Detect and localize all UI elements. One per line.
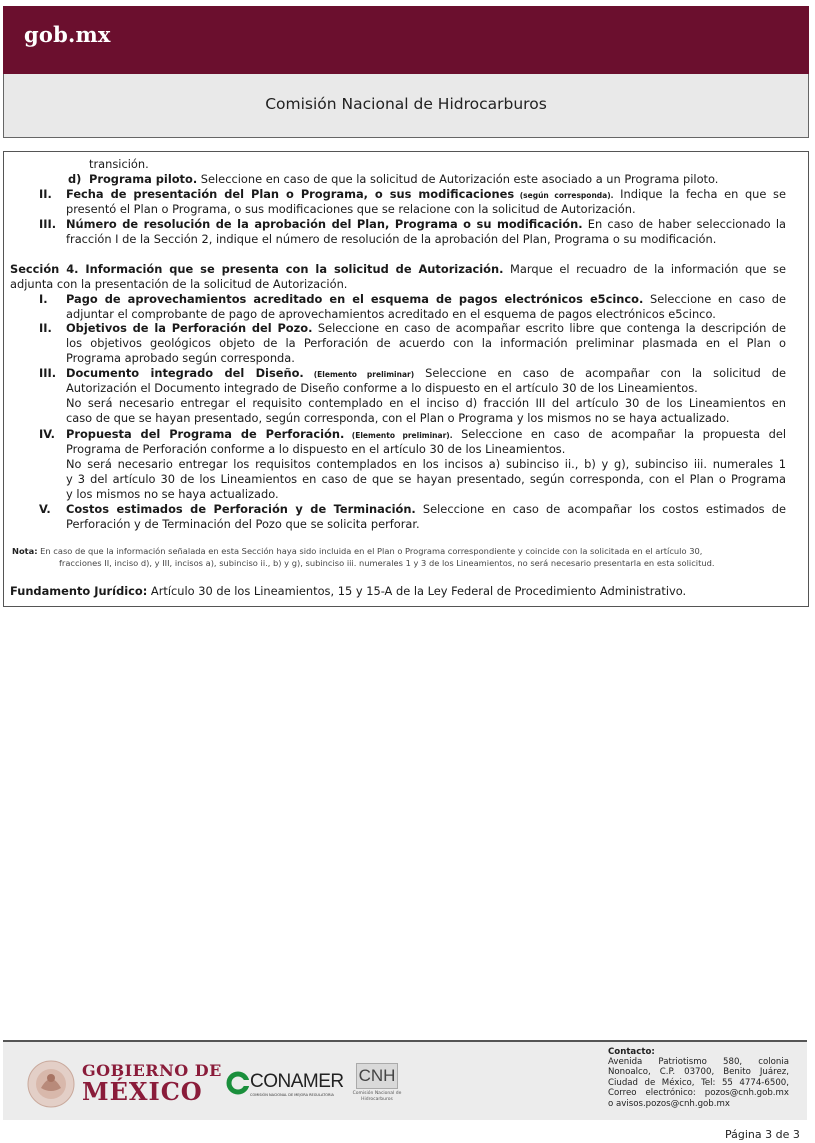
contact-block — [608, 1057, 789, 1109]
s4-IV-line5: y los mismos no se haya actualizado. — [66, 487, 279, 501]
contact-line: Nonoalco, C.P. 03700, Benito Juárez, — [608, 1067, 789, 1078]
s4-II-line1: Objetivos de la Perforación del Pozo. Seleccione en caso de acompañar escrito libre que contenga la descripción de — [66, 321, 786, 335]
mexico-coat-of-arms-icon — [26, 1058, 76, 1110]
fundamento-juridico: Fundamento Jurídico: Artículo 30 de los Lineamientos, 15 y 15-A de la Ley Federal de Procedimiento Administrativo. — [10, 584, 687, 598]
s4-II-line2: los objetivos geológicos objeto de la Perforación de acuerdo con la información preliminar plasmada en el Plan o — [66, 336, 786, 350]
item-III-line1: Número de resolución de la aprobación del Plan, Programa o su modificación. En caso de haber seleccionado la — [66, 217, 786, 231]
s4-IV-line3: No será necesario entregar los requisitos contemplados en los incisos a) subinciso ii., b) y g), subinciso iii. numerales 1 — [66, 457, 786, 471]
cnh-logo-subtitle: Comisión Nacional de Hidrocarburos — [352, 1091, 402, 1102]
s4-IV-line1: Propuesta del Programa de Perforación. (Elemento preliminar). Seleccione en caso de acompañar la propuesta del — [66, 427, 787, 441]
item-d: Programa piloto. Seleccione en caso de que la solicitud de Autorización este asociado a un Programa piloto. — [89, 172, 719, 186]
content-box — [3, 151, 809, 607]
gobierno-de-mexico-logo-line2: MÉXICO — [82, 1077, 203, 1106]
s4-IV-line2: Programa de Perforación conforme a lo dispuesto en el artículo 30 de los Lineamientos. — [66, 442, 566, 456]
item-II-line1: Fecha de presentación del Plan o Programa, o sus modificaciones (según corresponda). Indique la fecha en que se — [66, 187, 786, 201]
s4-III-line3: No será necesario entregar el requisito contemplado en el inciso d) fracción III del artículo 30 de los Lineamientos en — [66, 396, 786, 410]
section4-line1: Sección 4. Información que se presenta con la solicitud de Autorización. Marque el recuadro de la información que se — [10, 262, 786, 276]
contact-line: Ciudad de México, Tel: 55 4774-6500, — [608, 1077, 789, 1088]
s4-III-line1: Documento integrado del Diseño. (Elemento preliminar) Seleccione en caso de acompañar con la solicitud de — [66, 366, 786, 380]
s4-V-line1: Costos estimados de Perforación y de Terminación. Seleccione en caso de acompañar los costos estimados de — [66, 502, 786, 516]
s4-I-line1: Pago de aprovechamientos acreditado en el esquema de pagos electrónicos e5cinco. Seleccione en caso de — [66, 292, 786, 306]
s4-IV-line4: y 3 del artículo 30 de los Lineamientos en caso de que se hayan presentado, según corresponda, con el Plan o Programa — [66, 472, 786, 486]
contact-email-line[interactable]: Correo electrónico: pozos@cnh.gob.mx — [608, 1088, 789, 1099]
contact-title: Contacto: — [608, 1047, 655, 1057]
s4-V-line2: Perforación y de Terminación del Pozo que se solicita perforar. — [66, 517, 420, 531]
contact-line: Avenida Patriotismo 580, colonia — [608, 1057, 789, 1067]
s4-III-line2: Autorización el Documento integrado de Diseño conforme a lo dispuesto en el artículo 30 de los Lineamientos. — [66, 381, 698, 395]
item-III-line2: fracción I de la Sección 2, indique el número de resolución de la aprobación del Plan, Programa o su modificación. — [66, 232, 717, 246]
note-line1: Nota: En caso de que la información señalada en esta Sección haya sido incluida en el Plan o Programa correspondiente y coincide con la solicitada en el artículo 30, — [12, 546, 703, 556]
s4-III-line4: caso de que se hayan presentado, según corresponda, con el Plan o Programa y los mismos no se haya actualizado. — [66, 411, 730, 425]
header-subtitle: Comisión Nacional de Hidrocarburos — [265, 95, 547, 113]
header-subtitle-band — [3, 74, 809, 138]
conamer-logo-subtitle: COMISIÓN NACIONAL DE MEJORA REGULATORIA — [250, 1093, 334, 1097]
s4-IV-num: IV. — [39, 427, 55, 441]
cnh-logo: CNH — [356, 1063, 398, 1089]
s4-V-num: V. — [39, 502, 51, 516]
item-III-num: III. — [39, 217, 57, 231]
note-line2: fracciones II, inciso d), y III, incisos a), subinciso ii., b) y g), subinciso iii. numerales 1 y 3 de los Lineamientos, no será necesario presentarla en esta solicitud. — [59, 558, 715, 568]
header-bar — [3, 6, 809, 74]
item-II-line2: presentó el Plan o Programa, o sus modificaciones que se relacione con la solicitud de Autorización. — [66, 202, 636, 216]
item-II-num: II. — [39, 187, 52, 201]
section4-line2: adjunta con la presentación de la solicitud de Autorización. — [10, 277, 348, 291]
contact-email-line[interactable]: o avisos.pozos@cnh.gob.mx — [608, 1098, 730, 1109]
gobierno-de-mexico-logo-line1: GOBIERNO DE — [82, 1061, 222, 1080]
conamer-logo-icon — [226, 1071, 250, 1095]
gobmx-logo[interactable]: gob.mx — [24, 22, 111, 47]
continued-text: transición. — [89, 157, 149, 171]
item-d-label: d) — [68, 172, 82, 186]
s4-I-num: I. — [39, 292, 48, 306]
s4-III-num: III. — [39, 366, 57, 380]
s4-II-line3: Programa aprobado según corresponda. — [66, 351, 295, 365]
page-number: Página 3 de 3 — [725, 1128, 800, 1141]
conamer-logo-text: CONAMER — [250, 1071, 344, 1092]
s4-I-line2: adjuntar el comprobante de pago de aprovechamientos acreditado en el esquema de pagos electrónicos e5cinco. — [66, 307, 716, 321]
s4-II-num: II. — [39, 321, 52, 335]
